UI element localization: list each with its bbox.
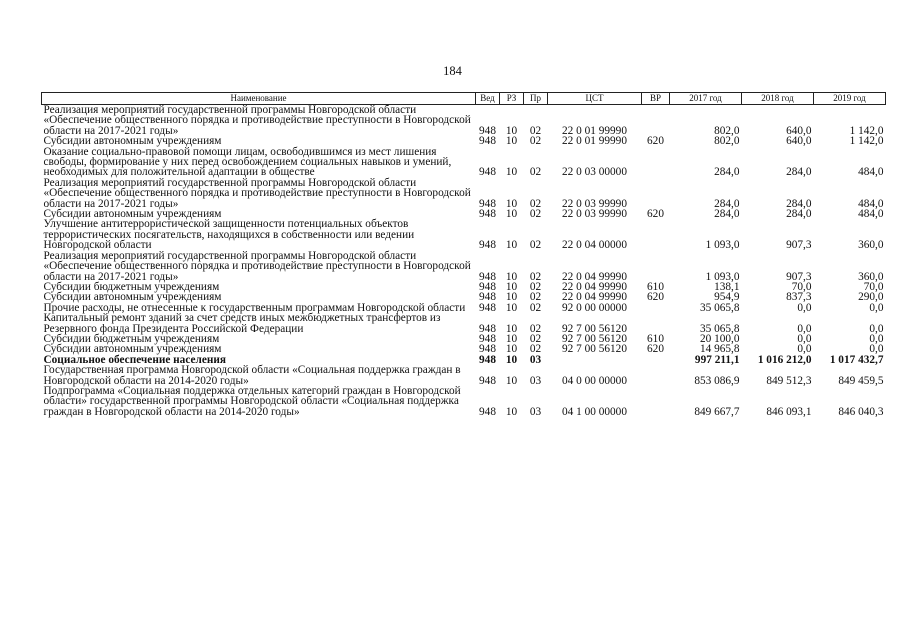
row-rz-cell: 10 — [505, 166, 518, 179]
row-vr-cell — [642, 105, 670, 137]
page-number: 184 — [443, 64, 462, 78]
row-name-cell: Государственная программа Новгородской области «Социальная поддержка граждан в Новгородской области на 2014-2020 годы» — [43, 364, 461, 387]
row-2019-cell: 484,0 — [858, 197, 884, 210]
row-2018-cell: 284,0 — [786, 197, 812, 210]
row-vr-cell: 610 — [647, 280, 664, 293]
row-rz-cell: 10 — [505, 405, 518, 418]
col-header-rz: РЗ — [500, 93, 524, 105]
row-ved-cell: 948 — [479, 197, 496, 210]
row-cst-cell: 04 0 00 00000 — [562, 374, 627, 387]
row-rz-cell: 10 — [505, 332, 518, 345]
col-header-2017: 2017 год — [670, 93, 742, 105]
row-rz-cell: 10 — [505, 239, 518, 252]
row-pr-cell: 03 — [529, 405, 542, 418]
row-2017-cell: 954,9 — [714, 291, 740, 304]
row-rz-cell: 10 — [505, 353, 518, 366]
row-pr-cell: 02 — [529, 239, 542, 252]
row-rz-cell: 10 — [505, 197, 518, 210]
row-2019-cell: 484,0 — [858, 208, 884, 221]
row-2019-cell: 360,0 — [858, 239, 884, 252]
table-row — [42, 251, 886, 282]
col-header-pr: Пр — [524, 93, 548, 105]
row-name-cell: Капитальный ремонт зданий за счет средств иных межбюджетных трансфертов из Резервного фонда Президента Российской Федерации — [43, 312, 441, 335]
row-vr-cell: 620 — [647, 291, 664, 304]
row-2018-cell: 846 093,1 — [766, 405, 812, 418]
row-rz-cell: 10 — [505, 270, 518, 283]
row-rz-cell: 10 — [505, 208, 518, 221]
row-pr-cell: 02 — [529, 197, 542, 210]
row-2017-cell: 20 100,0 — [699, 332, 740, 345]
table-row — [42, 313, 886, 334]
row-vr-cell — [642, 303, 670, 313]
row-2018-cell: 1 016 212,0 — [757, 353, 812, 366]
row-vr-cell — [642, 365, 670, 386]
table-body — [42, 105, 886, 418]
row-2019-cell: 290,0 — [858, 291, 884, 304]
row-2017-cell: 284,0 — [714, 197, 740, 210]
row-2018-cell: 284,0 — [786, 166, 812, 179]
row-2019-cell: 484,0 — [858, 166, 884, 179]
row-vr-cell — [642, 355, 670, 365]
row-2019-cell: 1 142,0 — [849, 124, 884, 137]
row-vr-cell — [642, 219, 670, 250]
row-2019-cell: 849 459,5 — [838, 374, 884, 387]
col-header-ved: Вед — [476, 93, 500, 105]
row-name-cell: Субсидии автономным учреждениям — [43, 291, 222, 304]
row-pr-cell: 02 — [529, 291, 542, 304]
row-2018-cell: 907,3 — [786, 270, 812, 283]
row-2017-cell: 849 667,7 — [694, 405, 740, 418]
row-2018-cell: 640,0 — [786, 135, 812, 148]
row-2017-cell: 853 086,9 — [694, 374, 740, 387]
col-header-name: Наименование — [42, 93, 476, 105]
col-header-vr: ВР — [642, 93, 670, 105]
row-pr-cell: 02 — [529, 135, 542, 148]
row-pr-cell: 02 — [529, 270, 542, 283]
row-cst-cell — [548, 355, 642, 365]
row-pr-cell: 02 — [529, 124, 542, 137]
row-2017-cell: 284,0 — [714, 166, 740, 179]
row-rz-cell: 10 — [505, 291, 518, 304]
row-2019-cell: 1 017 432,7 — [829, 353, 884, 366]
row-ved-cell: 948 — [479, 374, 496, 387]
row-2018-cell: 70,0 — [791, 280, 812, 293]
row-2017-cell: 802,0 — [714, 135, 740, 148]
row-pr-cell: 03 — [529, 353, 542, 366]
row-cst-cell: 22 0 03 99990 — [562, 197, 627, 210]
row-rz-cell: 10 — [505, 322, 518, 335]
row-cst-cell: 22 0 03 99990 — [562, 208, 627, 221]
row-ved-cell: 948 — [479, 301, 496, 314]
row-vr-cell — [642, 313, 670, 334]
row-name-cell: Оказание социально-правовой помощи лицам, освободившимся из мест лишения свободы, формирование у них перед освобождением социальных навыков и умений, необходимых для положительной адаптации в обществе — [43, 145, 452, 179]
row-2017-cell: 1 093,0 — [705, 270, 740, 283]
row-pr-cell: 02 — [529, 280, 542, 293]
row-name-cell: Субсидии бюджетным учреждениям — [43, 332, 220, 345]
table-row — [42, 219, 886, 250]
table-row — [42, 386, 886, 417]
row-rz-cell: 10 — [505, 135, 518, 148]
row-2018-cell: 0,0 — [797, 322, 812, 335]
row-ved-cell: 948 — [479, 343, 496, 356]
row-cst-cell: 22 0 01 99990 — [562, 135, 627, 148]
row-name-cell: Субсидии автономным учреждениям — [43, 208, 222, 221]
row-cst-cell: 92 7 00 56120 — [562, 332, 627, 345]
row-name-cell: Улучшение антитеррористической защищенности потенциальных объектов террористических посягательств, находящихся в собственности или ведении Новгородской области — [43, 218, 415, 252]
row-ved-cell: 948 — [479, 166, 496, 179]
row-ved-cell: 948 — [479, 124, 496, 137]
row-vr-cell — [642, 386, 670, 417]
row-2018-cell: 284,0 — [786, 208, 812, 221]
row-cst-cell: 22 0 04 00000 — [562, 239, 627, 252]
row-2018-cell: 849 512,3 — [766, 374, 812, 387]
row-pr-cell: 02 — [529, 208, 542, 221]
row-vr-cell — [642, 178, 670, 209]
col-header-cst: ЦСТ — [548, 93, 642, 105]
row-2017-cell: 35 065,8 — [699, 322, 740, 335]
row-cst-cell: 22 0 04 99990 — [562, 270, 627, 283]
row-2018-cell: 837,3 — [786, 291, 812, 304]
row-rz-cell: 10 — [505, 374, 518, 387]
row-2018-cell: 0,0 — [797, 332, 812, 345]
row-vr-cell: 620 — [647, 343, 664, 356]
row-ved-cell: 948 — [479, 239, 496, 252]
row-name-cell: Субсидии автономным учреждениям — [43, 135, 222, 148]
row-2019-cell: 0,0 — [869, 332, 884, 345]
row-name-cell: Субсидии бюджетным учреждениям — [43, 280, 220, 293]
row-rz-cell: 10 — [505, 343, 518, 356]
table-header-row — [42, 93, 886, 105]
row-cst-cell: 22 0 04 99990 — [562, 280, 627, 293]
row-name-cell: Реализация мероприятий государственной программы Новгородской области «Обеспечение общественного порядка и противодействие преступности в Новгородской области на 2017-2021 годы» — [43, 249, 471, 283]
row-cst-cell: 92 0 00 00000 — [562, 301, 627, 314]
row-pr-cell: 02 — [529, 301, 542, 314]
row-2017-cell: 138,1 — [714, 280, 740, 293]
row-name-cell: Социальное обеспечение населения — [43, 353, 226, 366]
row-pr-cell: 02 — [529, 166, 542, 179]
row-2017-cell: 14 965,8 — [699, 343, 740, 356]
row-2017-cell: 997 211,1 — [694, 353, 740, 366]
table-row — [42, 178, 886, 209]
row-2017-cell: 1 093,0 — [705, 239, 740, 252]
row-2017-cell: 35 065,8 — [699, 301, 740, 314]
row-pr-cell: 03 — [529, 374, 542, 387]
row-2019-cell: 0,0 — [869, 343, 884, 356]
row-2018-cell: 907,3 — [786, 239, 812, 252]
row-2018-cell: 640,0 — [786, 124, 812, 137]
row-vr-cell — [642, 251, 670, 282]
row-2019-cell: 0,0 — [869, 322, 884, 335]
row-ved-cell: 948 — [479, 291, 496, 304]
col-header-2019: 2019 год — [814, 93, 886, 105]
row-ved-cell: 948 — [479, 353, 496, 366]
row-pr-cell: 02 — [529, 322, 542, 335]
row-cst-cell: 22 0 03 00000 — [562, 166, 627, 179]
row-ved-cell: 948 — [479, 405, 496, 418]
row-2017-cell: 284,0 — [714, 208, 740, 221]
row-name-cell: Прочие расходы, не отнесенные к государственным программам Новгородской области — [43, 301, 466, 314]
row-cst-cell: 92 7 00 56120 — [562, 322, 627, 335]
row-cst-cell: 22 0 04 99990 — [562, 291, 627, 304]
row-rz-cell: 10 — [505, 301, 518, 314]
row-cst-cell: 22 0 01 99990 — [562, 124, 627, 137]
row-2019-cell: 1 142,0 — [849, 135, 884, 148]
table-row — [42, 147, 886, 178]
budget-table — [41, 92, 886, 417]
row-2019-cell: 70,0 — [863, 280, 884, 293]
table-row — [42, 365, 886, 386]
row-vr-cell: 610 — [647, 332, 664, 345]
row-name-cell: Реализация мероприятий государственной программы Новгородской области «Обеспечение общественного порядка и противодействие преступности в Новгородской области на 2017-2021 годы» — [43, 176, 471, 210]
row-ved-cell: 948 — [479, 135, 496, 148]
row-vr-cell — [642, 147, 670, 178]
row-2019-cell: 846 040,3 — [838, 405, 884, 418]
row-ved-cell: 948 — [479, 332, 496, 345]
row-2018-cell: 0,0 — [797, 343, 812, 356]
row-ved-cell: 948 — [479, 270, 496, 283]
row-name-cell: Реализация мероприятий государственной программы Новгородской области «Обеспечение общественного порядка и противодействие преступности в Новгородской области на 2017-2021 годы» — [43, 104, 471, 137]
row-2019-cell: 360,0 — [858, 270, 884, 283]
row-ved-cell: 948 — [479, 208, 496, 221]
row-pr-cell: 02 — [529, 332, 542, 345]
row-pr-cell: 02 — [529, 343, 542, 356]
table-row — [42, 105, 886, 137]
row-2018-cell: 0,0 — [797, 301, 812, 314]
row-vr-cell: 620 — [647, 135, 664, 148]
row-cst-cell: 04 1 00 00000 — [562, 405, 627, 418]
row-rz-cell: 10 — [505, 124, 518, 137]
row-name-cell: Субсидии автономным учреждениям — [43, 343, 222, 356]
row-rz-cell: 10 — [505, 280, 518, 293]
row-ved-cell: 948 — [479, 280, 496, 293]
row-2017-cell: 802,0 — [714, 124, 740, 137]
row-ved-cell: 948 — [479, 322, 496, 335]
row-cst-cell: 92 7 00 56120 — [562, 343, 627, 356]
col-header-2018: 2018 год — [742, 93, 814, 105]
row-name-cell: Подпрограмма «Социальная поддержка отдельных категорий граждан в Новгородской области» государственной программы Новгородской области «Социальная поддержка граждан в Новгородской области на 2014-2020 годы» — [43, 384, 461, 418]
row-vr-cell: 620 — [647, 208, 664, 221]
row-2019-cell: 0,0 — [869, 301, 884, 314]
